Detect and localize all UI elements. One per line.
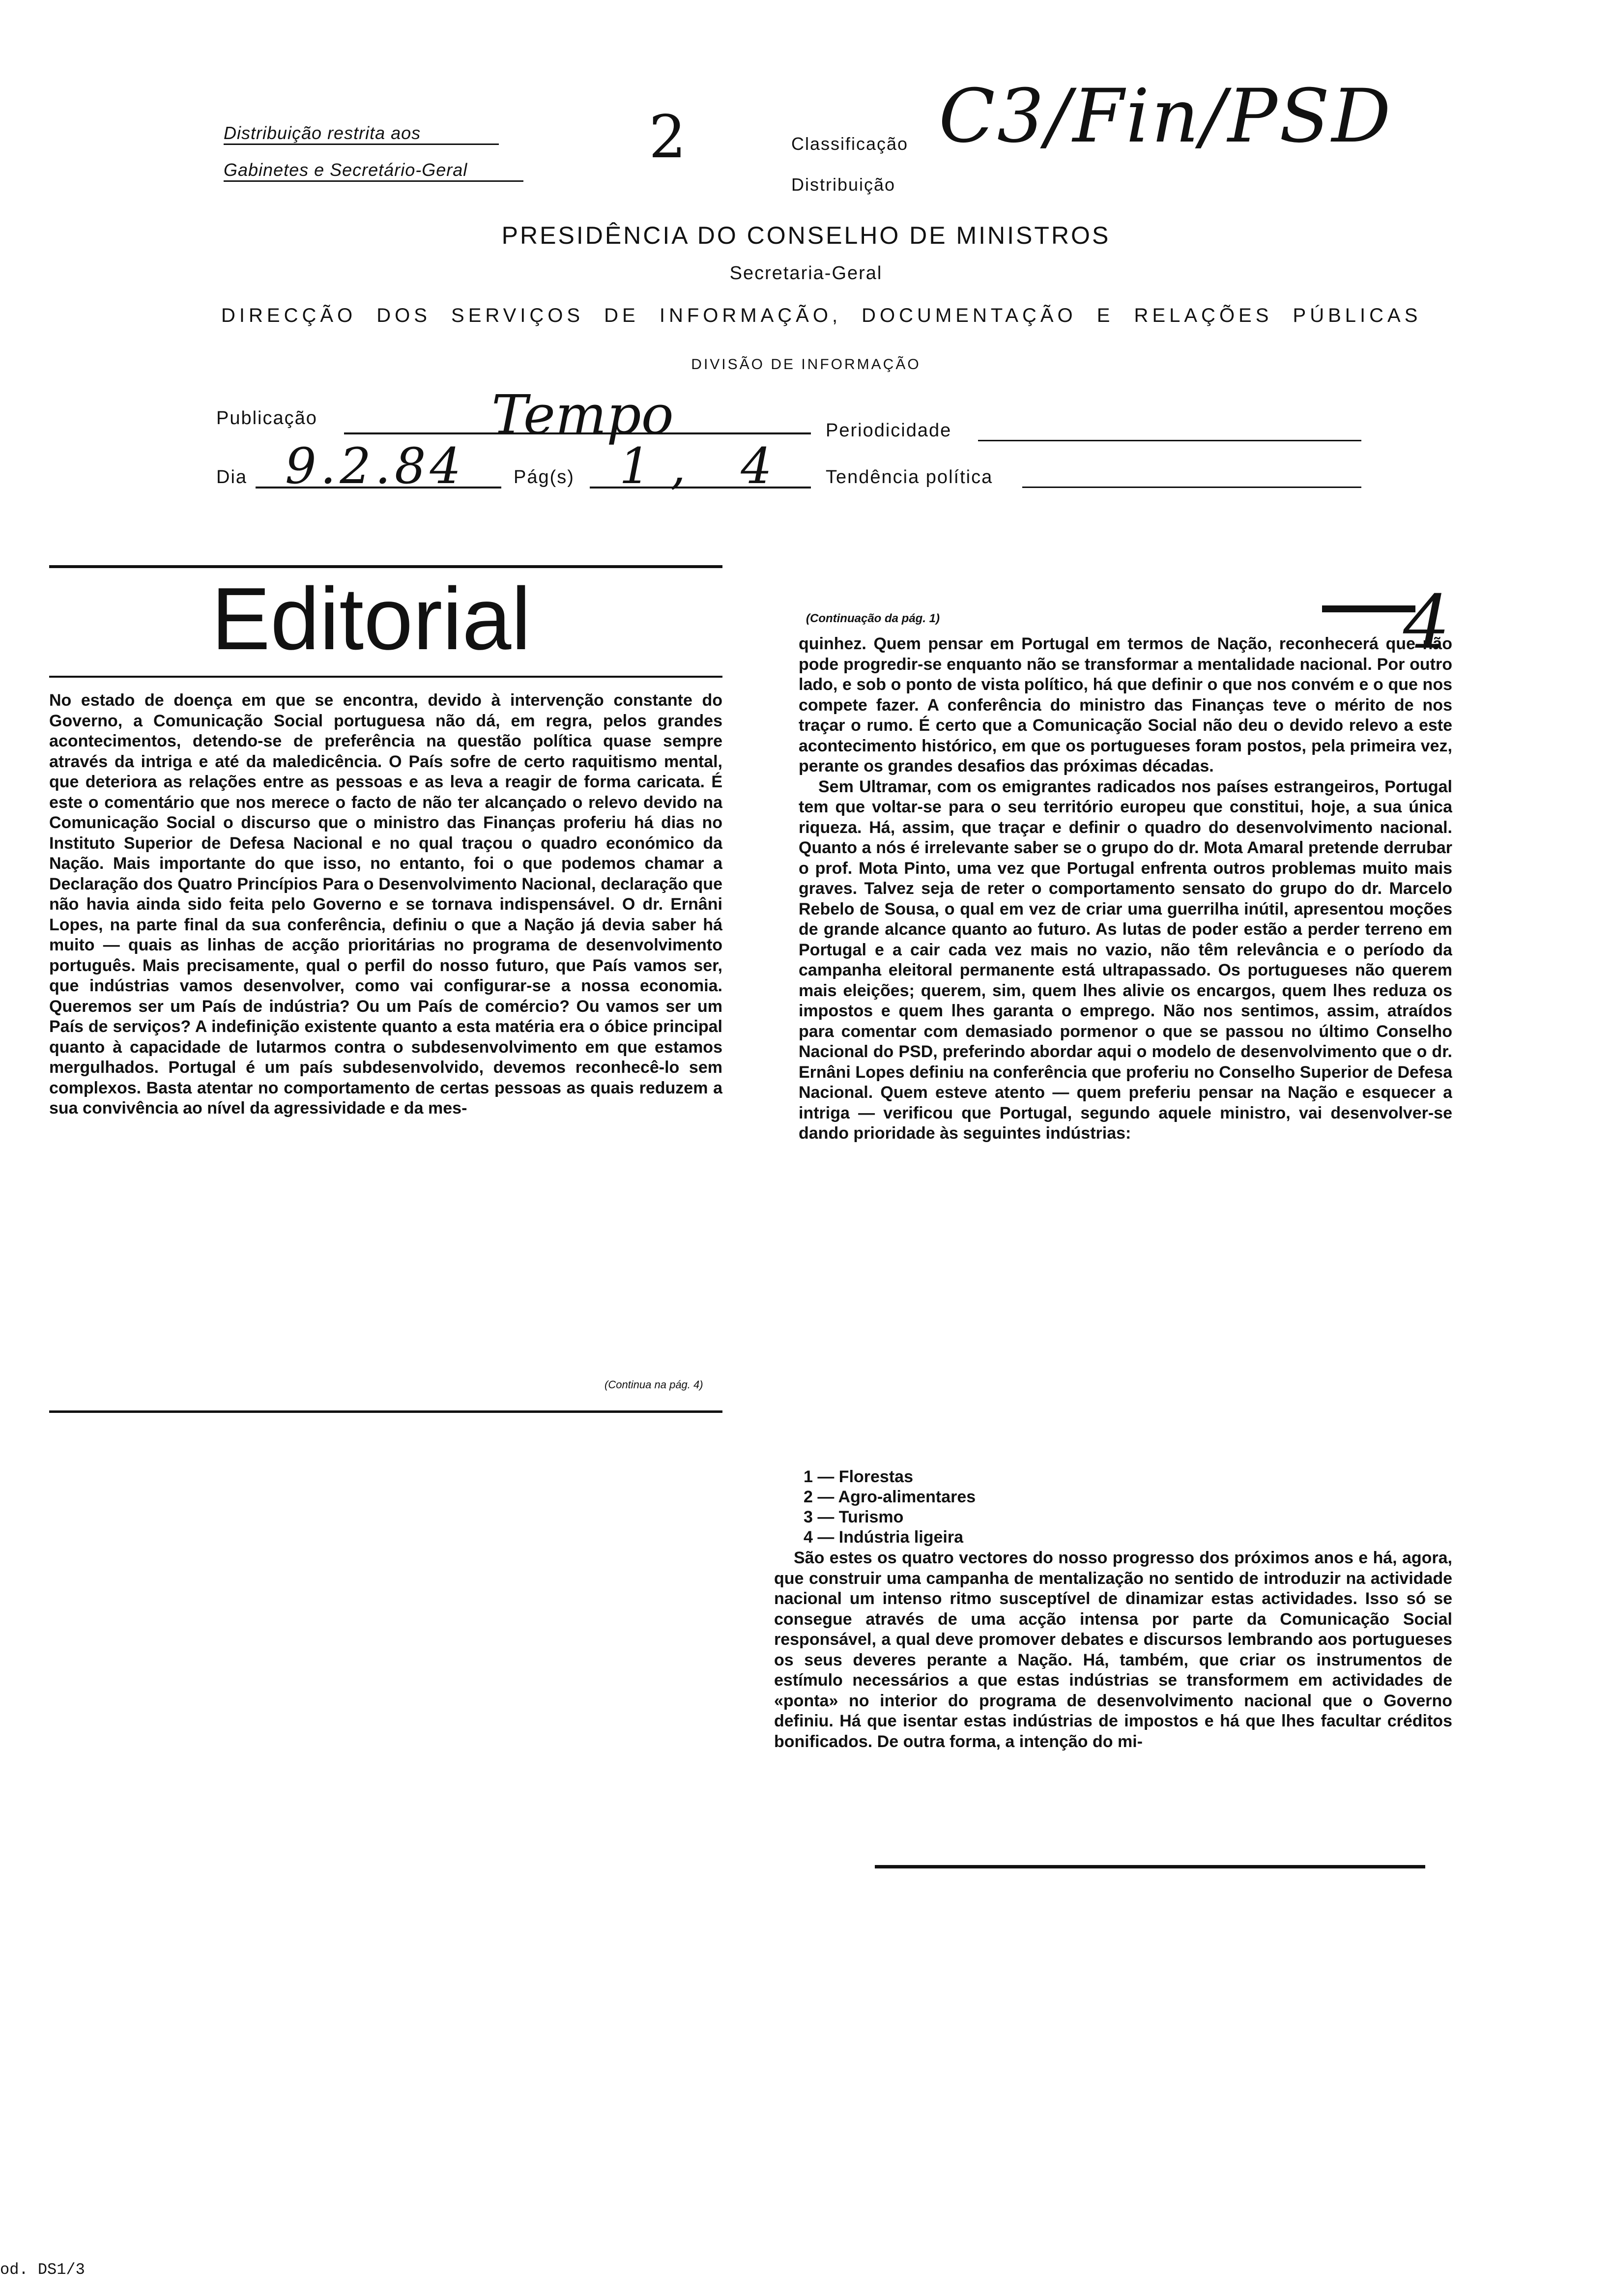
directorate-line: DIRECÇÃO DOS SERVIÇOS DE INFORMAÇÃO, DOCUMENTAÇÃO E RELAÇÕES PÚBLICAS — [221, 305, 1422, 326]
division-line: DIVISÃO DE INFORMAÇÃO — [691, 356, 921, 373]
distribution-restricted-line2: Gabinetes e Secretário-Geral — [224, 160, 523, 182]
handwritten-number: 2 — [649, 103, 687, 172]
distribution-label: Distribuição — [791, 174, 896, 195]
continued-note: (Continua na pág. 4) — [604, 1378, 703, 1391]
publication-value: Tempo — [491, 383, 674, 446]
periodicity-field — [978, 440, 1361, 441]
list-item: 4 — Indústria ligeira — [804, 1528, 963, 1547]
political-tendency-label: Tendência política — [826, 467, 993, 488]
day-label: Dia — [216, 467, 248, 488]
right-column-text-2 — [774, 1548, 1452, 1853]
list-item: 1 — Florestas — [804, 1467, 913, 1486]
industry-list — [799, 1467, 1452, 1548]
day-field — [256, 437, 501, 495]
list-item: 2 — Agro-alimentares — [804, 1488, 976, 1506]
publication-field — [344, 383, 811, 446]
org-subtitle: Secretaria-Geral — [729, 263, 883, 284]
right-top-rule — [1322, 605, 1415, 612]
left-bottom-rule — [49, 1410, 722, 1413]
left-column-text — [49, 690, 722, 1371]
right-paragraph-1: quinhez. Quem pensar em Portugal em termos de Nação, reconhecerá que não pode progredir-se enquanto não se transformar a mentalidade nacional. Por outro lado, e sob o ponto de vista político, há que definir o que nos convém e o que nos compete fazer. A conferência do ministro das Finanças teve o mérito de nos traçar o rumo. É certo que a Comunicação Social não deu o devido relevo a este acontecimento histórico, em que os portugueses foram postos, pela primeira vez, perante os grandes desafios das próximas décadas. — [799, 634, 1452, 775]
classification-value: C3/Fin/PSD — [939, 74, 1393, 159]
right-paragraph-2: Sem Ultramar, com os emigrantes radicados nos países estrangeiros, Portugal tem que voltar-se para o seu território europeu que constitui, hoje, a sua única riqueza. Há, assim, que traçar e definir o quadro do desenvolvimento nacional. Quanto a nós é irrelevante saber se o grupo do dr. Mota Amaral pretende derrubar o prof. Mota Pinto, uma vez que Portugal enfrenta outros problemas muito mais graves. Talvez seja de reter o comportamento sensato do grupo do dr. Marcelo Rebelo de Sousa, o qual em vez de criar uma guerrilha inútil, apresentou moções de grande alcance quanto ao futuro. As lutas de poder estão a perder terreno em Portugal e a cair cada vez mais no vazio, não têm relevância e o período da campanha eleitoral permanente está ultrapassado. Os portugueses não querem mais eleições; querem, sim, quem lhes alivie os encargos, quem lhes reduza os impostos e quem lhes garanta o emprego. Não nos sentimos, assim, atraídos para comentar com demasiado pormenor o que se passou no último Conselho Nacional do PSD, preferindo abordar aqui o modelo de desenvolvimento que o dr. Ernâni Lopes definiu na conferência que proferiu no Conselho Superior de Defesa Nacional. Quem esteve atento — quem preferiu pensar na Nação e esquecer a intriga — verificou que Portugal, segundo aquele ministro, vai desenvolver-se dando prioridade às seguintes indústrias: — [799, 777, 1452, 1143]
left-heading-rule — [49, 676, 722, 678]
list-item: 3 — Turismo — [804, 1508, 904, 1526]
right-bottom-rule — [875, 1865, 1425, 1868]
form-code: od. DS1/3 — [0, 2261, 85, 2279]
day-value: 9.2.84 — [285, 437, 465, 495]
political-tendency-field — [1022, 487, 1361, 488]
periodicity-label: Periodicidade — [826, 420, 952, 441]
pages-label: Pág(s) — [514, 467, 575, 488]
classification-label: Classificação — [791, 134, 909, 154]
editorial-heading: Editorial — [211, 570, 531, 668]
page-mark: 4 — [1403, 580, 1450, 665]
publication-label: Publicação — [216, 408, 317, 429]
pages-value: 1, 4 — [619, 437, 792, 495]
pages-field — [590, 437, 811, 495]
right-paragraph-3: São estes os quatro vectores do nosso progresso dos próximos anos e há, agora, que construir uma campanha de mentalização no sentido de introduzir na actividade nacional um intenso ritmo susceptível de dinamizar estas actividades. Isso só se consegue através de uma acção intensa por parte da Comunicação Social responsável, a qual deve promover debates e discursos lembrando aos portugueses os seus deveres perante a Nação. Há, também, que criar os instrumentos de estímulo necessários a que estas indústrias se transformem em actividades de «ponta» no interior do programa de desenvolvimento nacional que o Governo definiu. Há que isentar estas indústrias de impostos e há que lhes facultar créditos bonificados. De outra forma, a intenção do mi- — [774, 1549, 1452, 1751]
right-column-text — [799, 634, 1452, 1469]
continuation-note: (Continuação da pág. 1) — [806, 612, 940, 625]
org-title: PRESIDÊNCIA DO CONSELHO DE MINISTROS — [501, 222, 1111, 249]
distribution-restricted-line1: Distribuição restrita aos — [224, 123, 499, 145]
left-paragraph: No estado de doença em que se encontra, devido à intervenção constante do Governo, a Comunicação Social portuguesa não dá, em regra, pelos grandes acontecimentos, detendo-se de preferência na questão política quase sempre através da intriga e até da maledicência. O País sofre de certo raquitismo mental, que deteriora as relações entre as pessoas e as leva a reagir de forma caricata. É este o comentário que nos merece o facto de não ter alcançado o relevo devido na Comunicação Social o discurso que o ministro das Finanças proferiu há dias no Instituto Superior de Defesa Nacional e no qual traçou o quadro económico da Nação. Mais importante do que isso, no entanto, foi o que podemos chamar a Declaração dos Quatro Princípios Para o Desenvolvimento Nacional, declaração que não havia ainda sido feita pelo Governo e se tornava indispensável. O dr. Ernâni Lopes, na parte final da sua conferência, definiu o que a Nação já devia saber há muito — quais as linhas de acção prioritárias no programa de desenvolvimento português. Mais precisamente, qual o perfil do nosso futuro, que País vamos ser, que indústrias vamos desenvolver, como vai configurar-se a nossa economia. Queremos ser um País de indústria? Ou um País de comércio? Ou vamos ser um País de serviços? A indefinição existente quanto a esta matéria era o óbice principal quanto à capacidade de lutarmos contra o subdesenvolvimento em que estamos mergulhados. Portugal é um país subdesenvolvido, devemos reconhecê-lo sem complexos. Basta atentar no comportamento de certas pessoas as quais reduzem a sua convivência ao nível da agressividade e da mes- — [49, 691, 722, 1118]
